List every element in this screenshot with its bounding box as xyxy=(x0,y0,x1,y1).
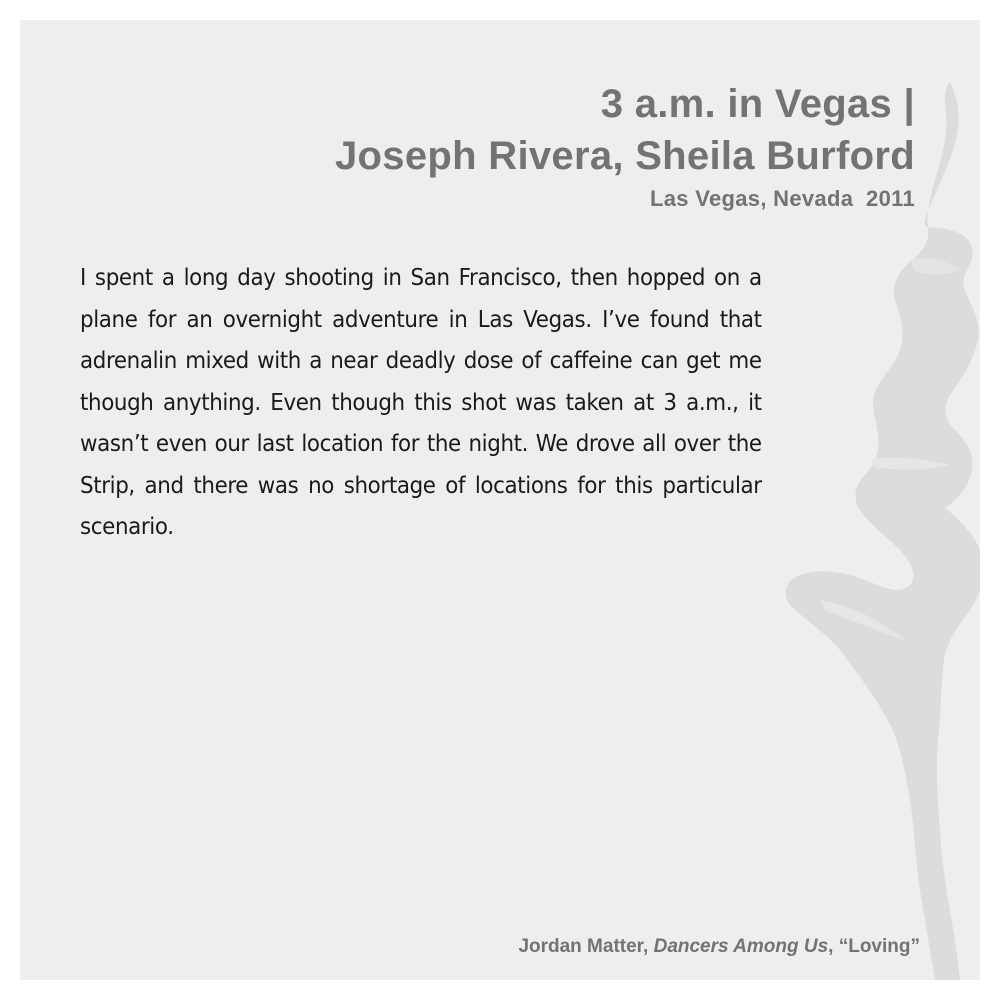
caption-work-title: “Loving” xyxy=(838,936,920,957)
title-block xyxy=(335,78,915,216)
photo-credit-caption xyxy=(518,936,920,958)
caption-separator: , xyxy=(828,936,834,957)
body-paragraph: I spent a long day shooting in San Francisco, then hopped on a plane for an overnight adventure in Las Vegas. I’ve found that adrenalin mixed with a near deadly dose of caffeine can get me though anything. Even though this shot was taken at 3 a.m., it wasn’t even our last location for the night. We drove all over the Strip, and there was no shortage of locations for this particular scenario. xyxy=(80,265,762,540)
title-heading-line2: Joseph Rivera, Sheila Burford xyxy=(335,134,915,178)
caption-author: Jordan Matter, xyxy=(518,936,649,957)
location-year-subtitle: Las Vegas, Nevada 2011 xyxy=(650,186,915,211)
page-panel xyxy=(20,20,980,980)
title-heading-line1: 3 a.m. in Vegas | xyxy=(600,82,915,126)
caption-book-title: Dancers Among Us xyxy=(653,936,829,957)
